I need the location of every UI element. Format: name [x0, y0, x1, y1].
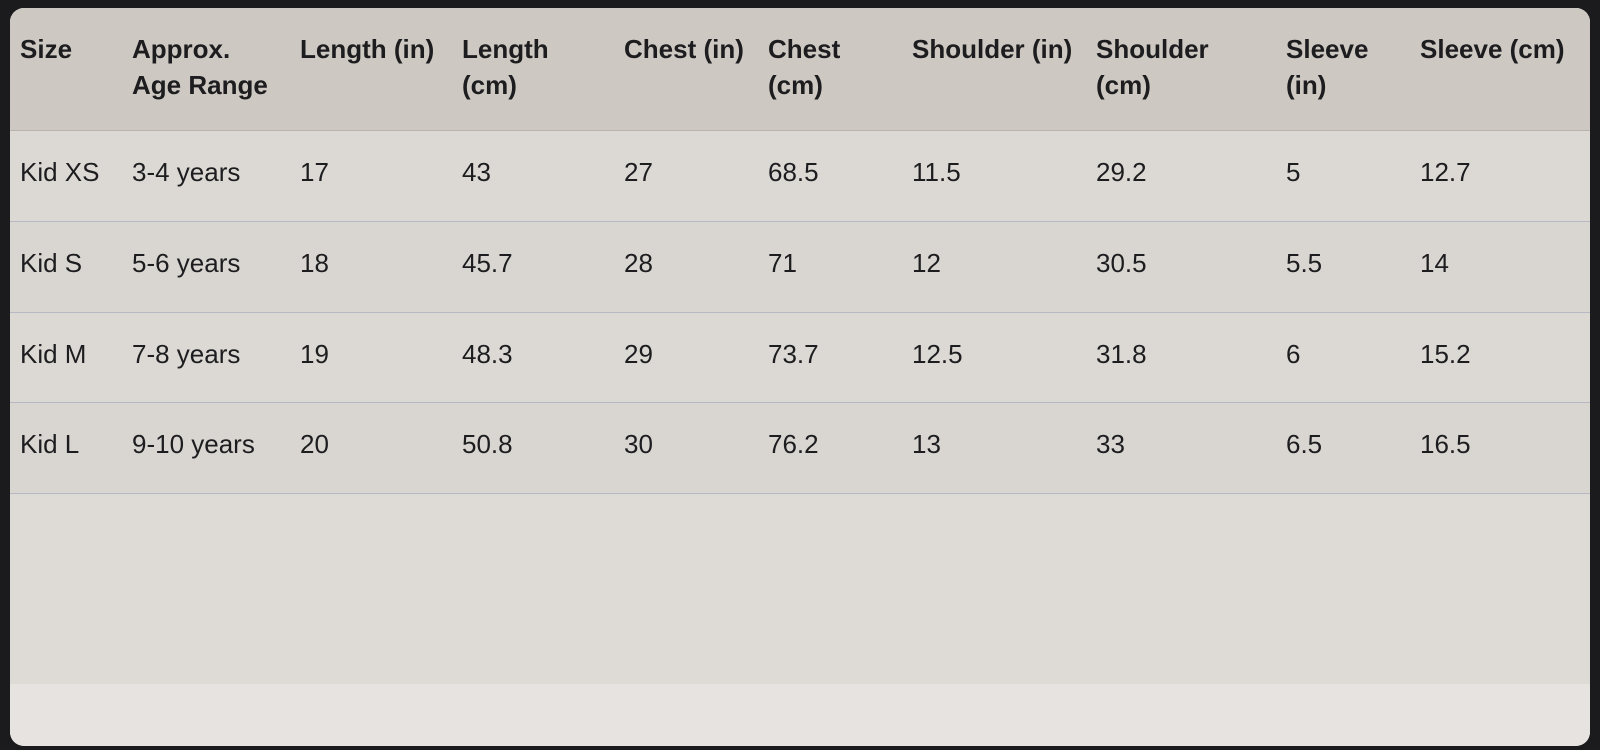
cell-length-in: 20 — [290, 403, 452, 494]
cell-chest-in: 27 — [614, 130, 758, 221]
table-header-row — [10, 8, 1590, 130]
cell-sleeve-in: 6.5 — [1276, 403, 1410, 494]
cell-sleeve-in: 5.5 — [1276, 221, 1410, 312]
column-header-sleeve-cm: Sleeve (cm) — [1410, 8, 1590, 130]
cell-chest-in: 30 — [614, 403, 758, 494]
cell-chest-cm: 73.7 — [758, 312, 902, 403]
cell-chest-cm: 76.2 — [758, 403, 902, 494]
column-header-chest-in: Chest (in) — [614, 8, 758, 130]
cell-chest-in: 29 — [614, 312, 758, 403]
column-header-length-in: Length (in) — [290, 8, 452, 130]
table-header — [10, 8, 1590, 130]
cell-size: Kid XS — [10, 130, 122, 221]
column-header-sleeve-in: Sleeve (in) — [1276, 8, 1410, 130]
table-row — [10, 130, 1590, 221]
cell-chest-cm: 71 — [758, 221, 902, 312]
table-row — [10, 221, 1590, 312]
cell-length-in: 19 — [290, 312, 452, 403]
table-row — [10, 312, 1590, 403]
column-header-size: Size — [10, 8, 122, 130]
table-footer-strip — [10, 684, 1590, 746]
cell-length-cm: 43 — [452, 130, 614, 221]
size-chart-card — [10, 8, 1590, 746]
cell-size: Kid M — [10, 312, 122, 403]
cell-shoulder-cm: 33 — [1086, 403, 1276, 494]
table-row — [10, 403, 1590, 494]
cell-length-in: 18 — [290, 221, 452, 312]
cell-size: Kid S — [10, 221, 122, 312]
cell-sleeve-in: 5 — [1276, 130, 1410, 221]
cell-shoulder-in: 12 — [902, 221, 1086, 312]
column-header-shoulder-cm: Shoulder (cm) — [1086, 8, 1276, 130]
cell-length-cm: 48.3 — [452, 312, 614, 403]
cell-sleeve-cm: 14 — [1410, 221, 1590, 312]
cell-shoulder-cm: 29.2 — [1086, 130, 1276, 221]
cell-sleeve-cm: 12.7 — [1410, 130, 1590, 221]
cell-size: Kid L — [10, 403, 122, 494]
column-header-shoulder-in: Shoulder (in) — [902, 8, 1086, 130]
cell-shoulder-in: 12.5 — [902, 312, 1086, 403]
column-header-length-cm: Length (cm) — [452, 8, 614, 130]
cell-length-cm: 45.7 — [452, 221, 614, 312]
cell-sleeve-in: 6 — [1276, 312, 1410, 403]
cell-length-in: 17 — [290, 130, 452, 221]
cell-age: 3-4 years — [122, 130, 290, 221]
cell-shoulder-in: 13 — [902, 403, 1086, 494]
column-header-chest-cm: Chest (cm) — [758, 8, 902, 130]
cell-shoulder-cm: 30.5 — [1086, 221, 1276, 312]
cell-age: 9-10 years — [122, 403, 290, 494]
cell-age: 7-8 years — [122, 312, 290, 403]
cell-age: 5-6 years — [122, 221, 290, 312]
cell-chest-cm: 68.5 — [758, 130, 902, 221]
cell-sleeve-cm: 16.5 — [1410, 403, 1590, 494]
cell-chest-in: 28 — [614, 221, 758, 312]
cell-length-cm: 50.8 — [452, 403, 614, 494]
cell-shoulder-in: 11.5 — [902, 130, 1086, 221]
table-body — [10, 130, 1590, 494]
cell-shoulder-cm: 31.8 — [1086, 312, 1276, 403]
size-chart-table — [10, 8, 1590, 494]
column-header-age-range: Approx. Age Range — [122, 8, 290, 130]
cell-sleeve-cm: 15.2 — [1410, 312, 1590, 403]
